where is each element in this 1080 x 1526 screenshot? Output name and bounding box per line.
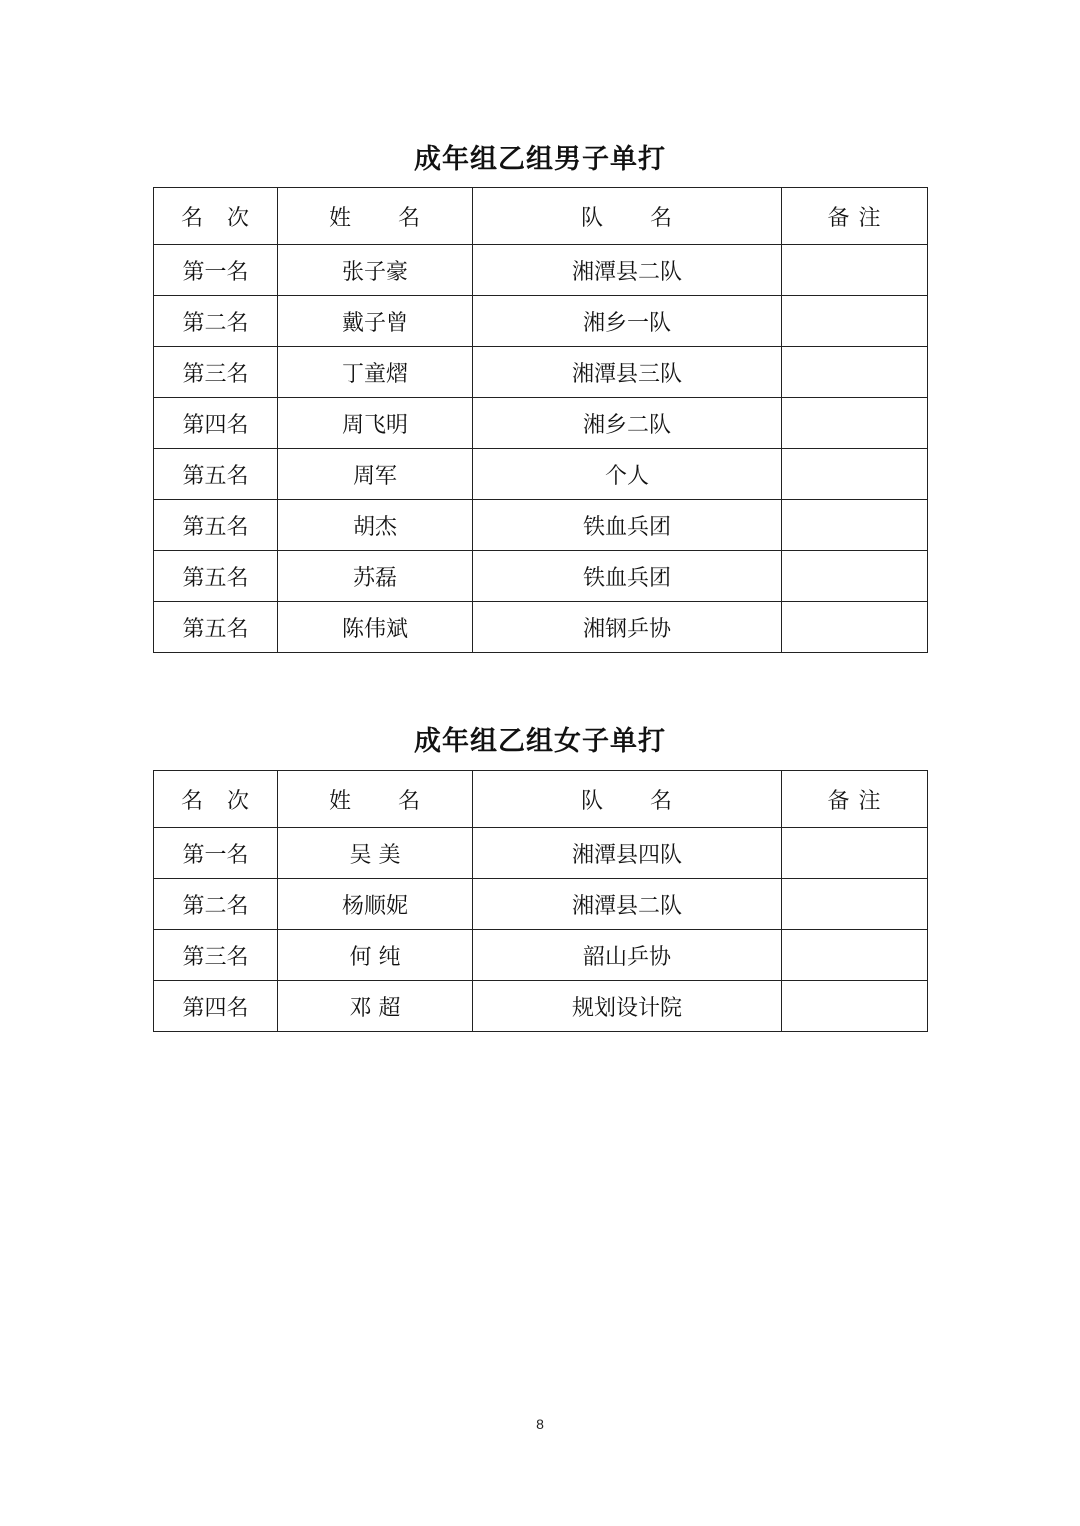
cell-note	[782, 930, 928, 981]
table-row	[154, 602, 928, 653]
header-rank: 名 次	[154, 188, 278, 245]
cell-team: 韶山乒协	[473, 930, 782, 981]
cell-team: 铁血兵团	[473, 500, 782, 551]
table-row	[154, 828, 928, 879]
cell-note	[782, 245, 928, 296]
cell-rank: 第二名	[154, 879, 278, 930]
cell-rank: 第五名	[154, 500, 278, 551]
cell-note	[782, 828, 928, 879]
cell-team: 规划设计院	[473, 981, 782, 1032]
cell-name: 陈伟斌	[278, 602, 473, 653]
cell-team: 湘钢乒协	[473, 602, 782, 653]
cell-name: 张子豪	[278, 245, 473, 296]
cell-rank: 第五名	[154, 449, 278, 500]
table-row	[154, 930, 928, 981]
cell-name: 杨顺妮	[278, 879, 473, 930]
section-title-women-singles: 成年组乙组女子单打	[414, 726, 666, 757]
table-row	[154, 398, 928, 449]
cell-rank: 第三名	[154, 347, 278, 398]
cell-note	[782, 500, 928, 551]
cell-name: 周军	[278, 449, 473, 500]
cell-note	[782, 879, 928, 930]
cell-team: 铁血兵团	[473, 551, 782, 602]
cell-team: 湘潭县四队	[473, 828, 782, 879]
cell-rank: 第四名	[154, 981, 278, 1032]
cell-note	[782, 398, 928, 449]
header-name: 姓 名	[278, 188, 473, 245]
table-header-row	[154, 771, 928, 828]
header-rank: 名 次	[154, 771, 278, 828]
cell-name: 吴 美	[278, 828, 473, 879]
results-table-women-singles	[153, 770, 928, 1032]
cell-note	[782, 296, 928, 347]
cell-rank: 第一名	[154, 828, 278, 879]
cell-team: 个人	[473, 449, 782, 500]
results-table-men-singles	[153, 187, 928, 653]
page-number: 8	[536, 1416, 544, 1432]
cell-name: 胡杰	[278, 500, 473, 551]
header-note: 备 注	[782, 771, 928, 828]
header-team: 队 名	[473, 771, 782, 828]
cell-name: 丁童熠	[278, 347, 473, 398]
cell-note	[782, 981, 928, 1032]
cell-rank: 第四名	[154, 398, 278, 449]
cell-name: 周飞明	[278, 398, 473, 449]
cell-name: 苏磊	[278, 551, 473, 602]
header-name: 姓 名	[278, 771, 473, 828]
header-team: 队 名	[473, 188, 782, 245]
table-row	[154, 449, 928, 500]
cell-note	[782, 449, 928, 500]
cell-name: 戴子曾	[278, 296, 473, 347]
cell-team: 湘潭县二队	[473, 245, 782, 296]
cell-team: 湘乡二队	[473, 398, 782, 449]
cell-rank: 第一名	[154, 245, 278, 296]
cell-rank: 第五名	[154, 602, 278, 653]
cell-note	[782, 602, 928, 653]
table-header-row	[154, 188, 928, 245]
cell-note	[782, 551, 928, 602]
table-row	[154, 296, 928, 347]
table-row	[154, 981, 928, 1032]
cell-rank: 第二名	[154, 296, 278, 347]
table-row	[154, 551, 928, 602]
cell-note	[782, 347, 928, 398]
cell-team: 湘潭县三队	[473, 347, 782, 398]
cell-name: 何 纯	[278, 930, 473, 981]
section-title-men-singles: 成年组乙组男子单打	[414, 144, 666, 175]
table-row	[154, 245, 928, 296]
table-row	[154, 500, 928, 551]
cell-name: 邓 超	[278, 981, 473, 1032]
table-row	[154, 879, 928, 930]
cell-team: 湘乡一队	[473, 296, 782, 347]
header-note: 备 注	[782, 188, 928, 245]
cell-team: 湘潭县二队	[473, 879, 782, 930]
cell-rank: 第三名	[154, 930, 278, 981]
table-row	[154, 347, 928, 398]
cell-rank: 第五名	[154, 551, 278, 602]
